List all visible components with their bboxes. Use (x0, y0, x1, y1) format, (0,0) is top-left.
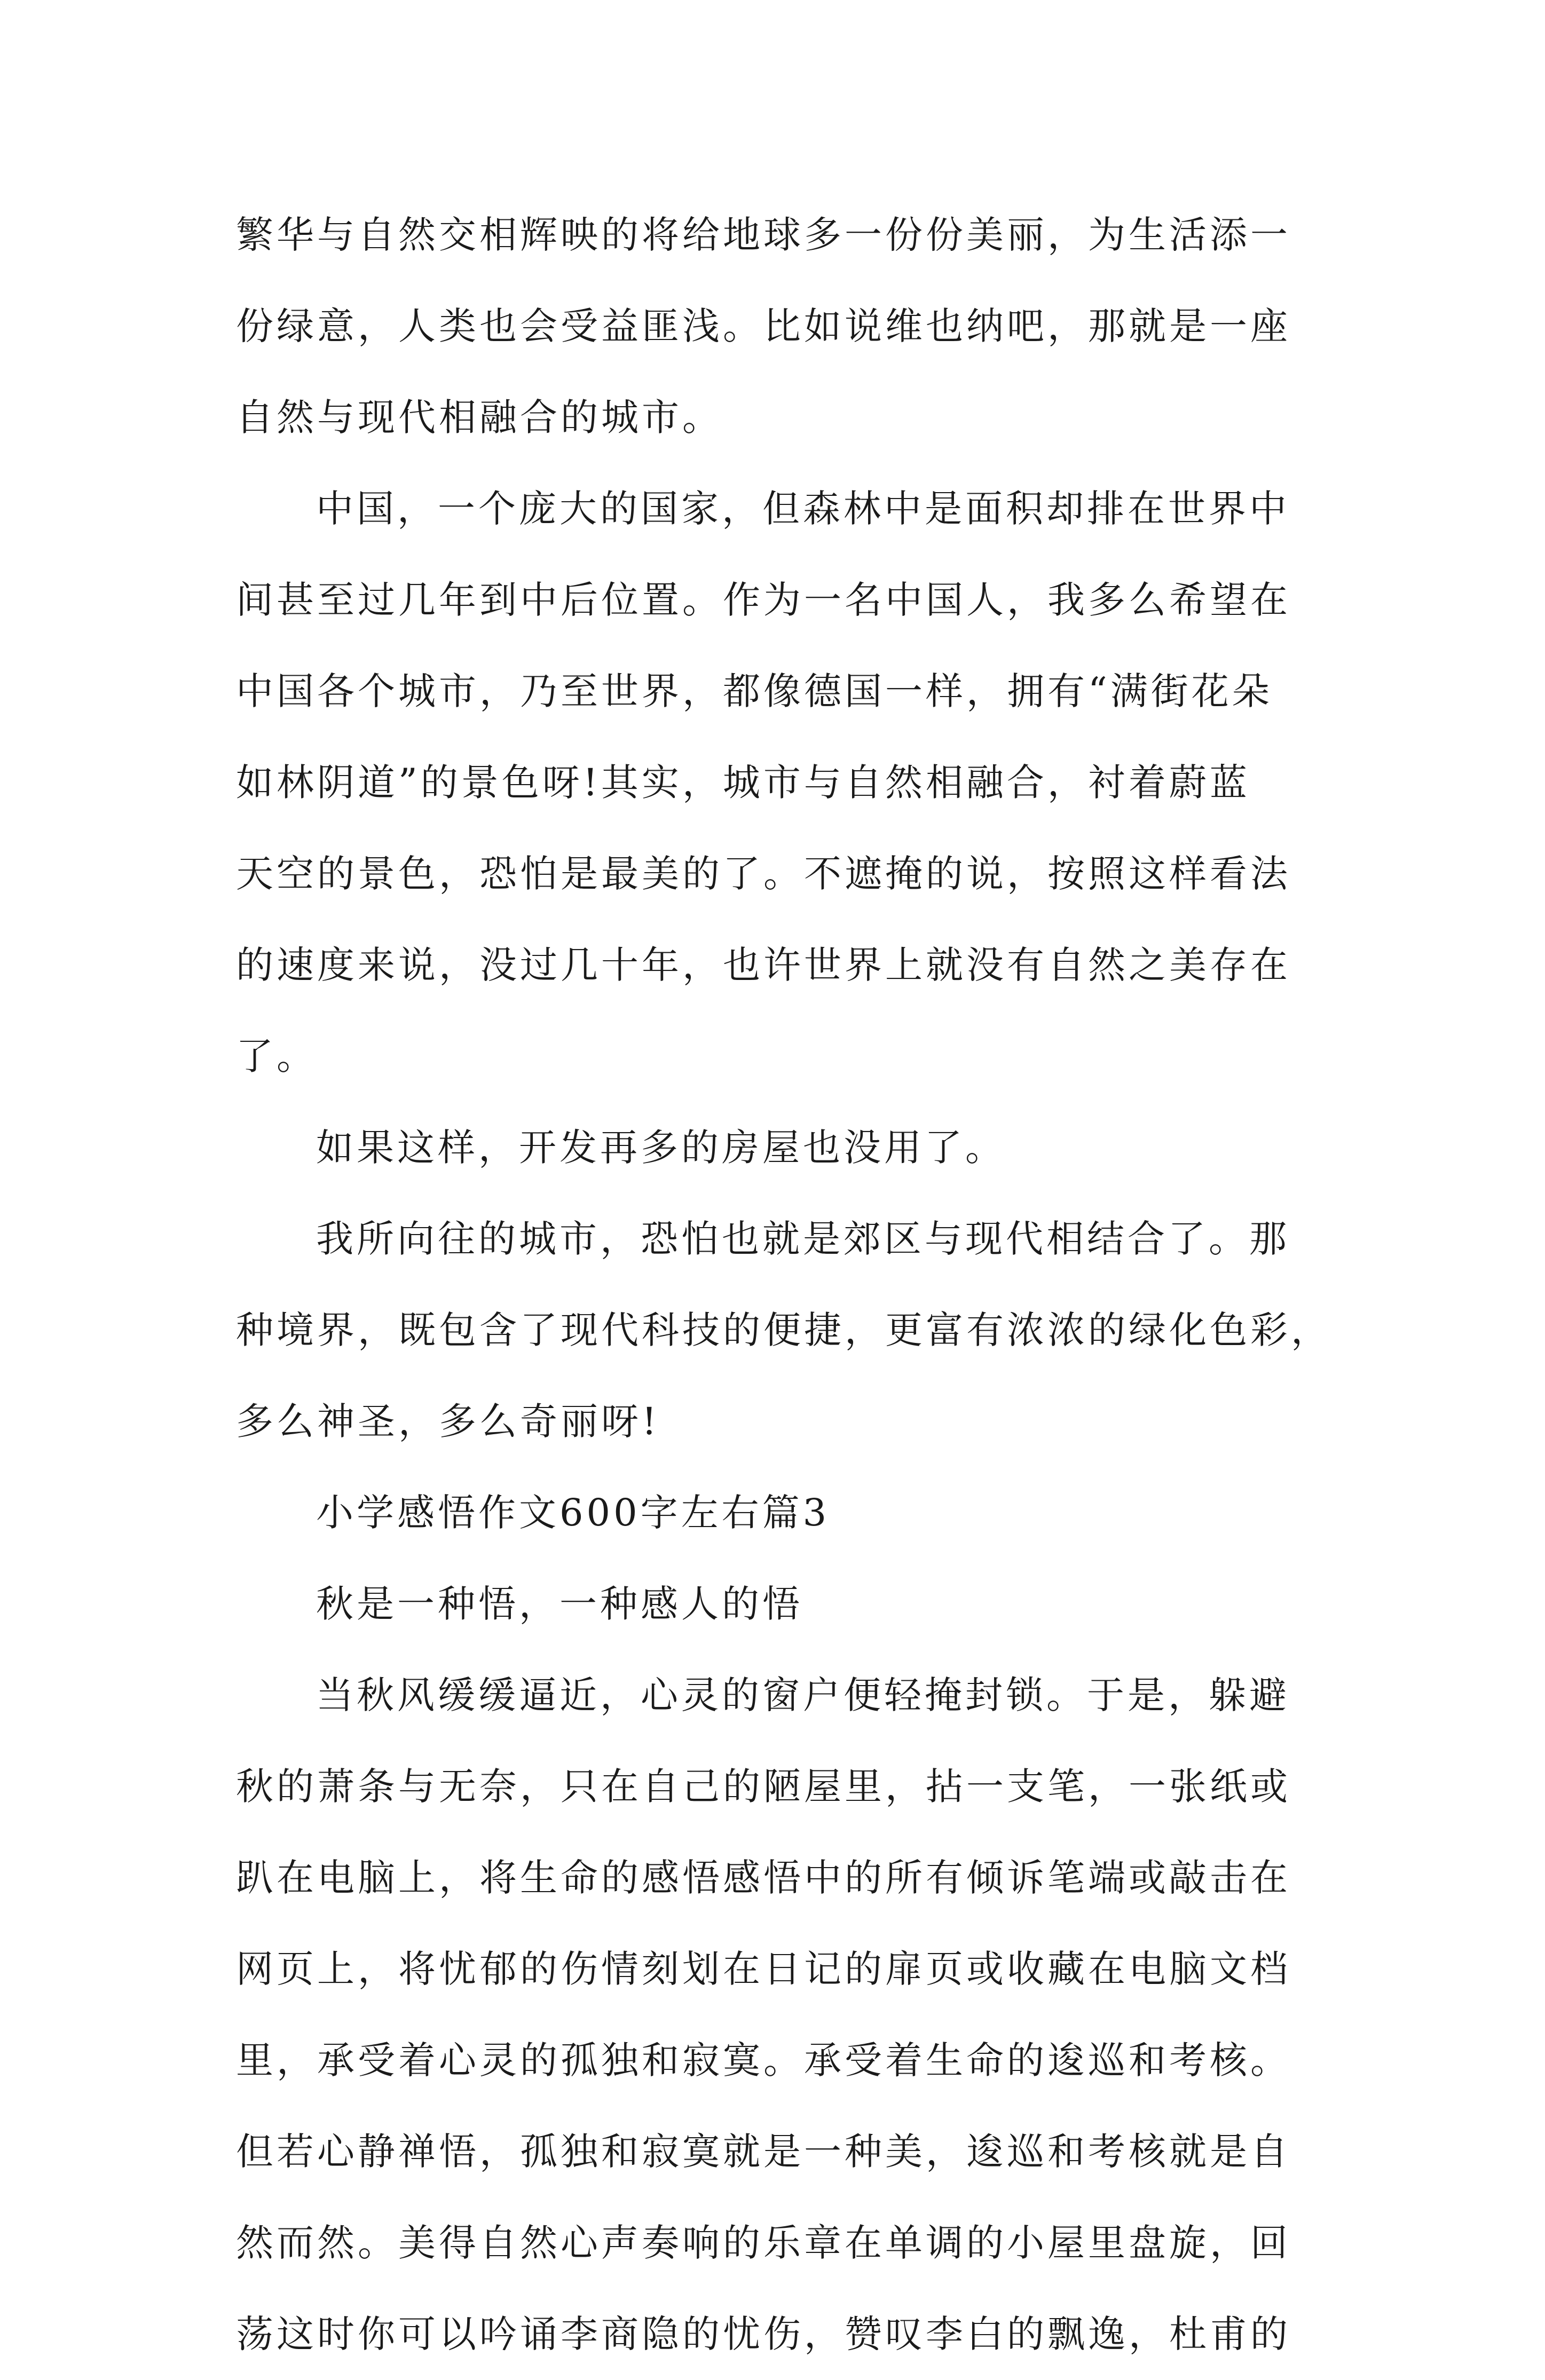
text-line: 份绿意，人类也会受益匪浅。比如说维也纳吧，那就是一座 (236, 304, 1291, 348)
text-line: 秋的萧条与无奈，只在自己的陋屋里，拈一支笔，一张纸或 (236, 1765, 1291, 1808)
text-line: 了。 (236, 1034, 317, 1078)
text-line: 如林阴道”的景色呀!其实，城市与自然相融合，衬着蔚蓝 (236, 761, 1250, 804)
text-line: 如果这样，开发再多的房屋也没用了。 (316, 1126, 1006, 1169)
text-line: 网页上，将忧郁的伤情刻划在日记的扉页或收藏在电脑文档 (236, 1947, 1291, 1991)
text-line: 我所向往的城市，恐怕也就是郊区与现代相结合了。那 (316, 1217, 1290, 1261)
text-line: 当秋风缓缓逼近，心灵的窗户便轻掩封锁。于是，躲避 (316, 1673, 1290, 1717)
text-line: 繁华与自然交相辉映的将给地球多一份份美丽，为生活添一 (236, 213, 1291, 257)
text-line: 趴在电脑上，将生命的感悟感悟中的所有倾诉笔端或敲击在 (236, 1856, 1291, 1900)
essay-subtitle: 秋是一种悟，一种感人的悟 (316, 1582, 803, 1626)
text-line: 种境界，既包含了现代科技的便捷，更富有浓浓的绿化色彩， (236, 1308, 1331, 1352)
section-heading: 小学感悟作文600字左右篇3 (316, 1491, 830, 1535)
text-line: 间甚至过几年到中后位置。作为一名中国人，我多么希望在 (236, 578, 1291, 622)
text-line: 但若心静禅悟，孤独和寂寞就是一种美，逡巡和考核就是自 (236, 2130, 1291, 2173)
text-line: 荡这时你可以吟诵李商隐的忧伤，赞叹李白的飘逸，杜甫的 (236, 2312, 1291, 2356)
document-body (236, 189, 1331, 2380)
text-line: 中国各个城市，乃至世界，都像德国一样，拥有“满街花朵 (236, 669, 1273, 713)
text-line: 天空的景色，恐怕是最美的了。不遮掩的说，按照这样看法 (236, 852, 1291, 896)
text-line: 多么神圣，多么奇丽呀! (236, 1399, 660, 1443)
text-line: 里，承受着心灵的孤独和寂寞。承受着生命的逡巡和考核。 (236, 2038, 1291, 2082)
text-line: 的速度来说，没过几十年，也许世界上就没有自然之美存在 (236, 943, 1291, 987)
text-line: 自然与现代相融合的城市。 (236, 396, 723, 439)
text-line: 然而然。美得自然心声奏响的乐章在单调的小屋里盘旋，回 (236, 2221, 1291, 2265)
text-line: 中国，一个庞大的国家，但森林中是面积却排在世界中 (316, 487, 1290, 531)
